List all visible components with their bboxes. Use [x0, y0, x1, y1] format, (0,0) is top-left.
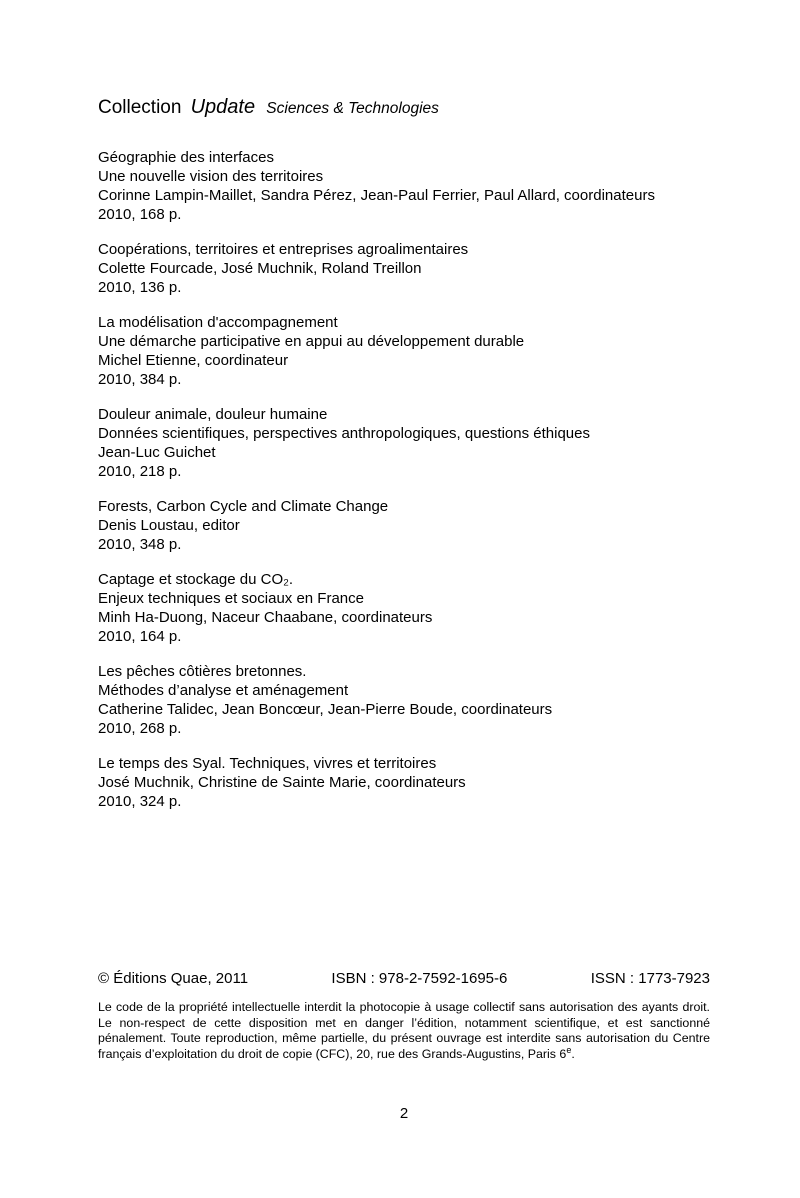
- book-entry: [98, 313, 710, 389]
- book-authors: Michel Etienne, coordinateur: [98, 352, 289, 369]
- book-title: Géographie des interfaces: [98, 149, 274, 166]
- page-number: 2: [399, 1105, 409, 1122]
- isbn-number: ISBN : 978-2-7592-1695-6: [331, 970, 508, 987]
- book-title: La modélisation d'accompagnement: [98, 314, 338, 331]
- book-authors: Denis Loustau, editor: [98, 517, 240, 534]
- book-authors: Jean-Luc Guichet: [98, 444, 216, 461]
- book-year-pages: 2010, 384 p.: [98, 371, 182, 388]
- book-title: Les pêches côtières bretonnes.: [98, 663, 307, 680]
- book-title: Coopérations, territoires et entreprises agroalimentaires: [98, 241, 469, 258]
- book-authors: Colette Fourcade, José Muchnik, Roland Treillon: [98, 260, 422, 277]
- book-title: Douleur animale, douleur humaine: [98, 406, 328, 423]
- legal-superscript: e: [566, 1044, 572, 1055]
- book-list: [98, 148, 710, 811]
- copyright-notice: © Éditions Quae, 2011: [98, 970, 249, 987]
- book-year-pages: 2010, 168 p.: [98, 206, 182, 223]
- book-entry: [98, 497, 710, 554]
- book-subtitle: Méthodes d’analyse et aménagement: [98, 682, 349, 699]
- legal-period: .: [571, 1046, 575, 1061]
- book-entry: [98, 662, 710, 738]
- book-subtitle: Une nouvelle vision des territoires: [98, 168, 324, 185]
- book-title: Le temps des Syal. Techniques, vivres et territoires: [98, 755, 437, 772]
- collection-subtitle: Sciences & Technologies: [266, 100, 439, 117]
- legal-notice: [98, 1000, 710, 1062]
- book-authors: Catherine Talidec, Jean Boncœur, Jean-Pierre Boude, coordinateurs: [98, 701, 553, 718]
- book-year-pages: 2010, 324 p.: [98, 793, 182, 810]
- book-title: Captage et stockage du CO₂.: [98, 571, 294, 588]
- book-year-pages: 2010, 218 p.: [98, 463, 182, 480]
- collection-header: [98, 95, 710, 121]
- book-year-pages: 2010, 348 p.: [98, 536, 182, 553]
- legal-text: Le code de la propriété intellectuelle interdit la photocopie à usage collectif sans autorisation des ayants droit. Le non-respect de cette disposition met en danger l’édition, notamment scientifique, et est sanctionné pénalement. Toute reproduction, même partielle, du présent ouvrage est interdite sans autorisation du Centre français d’exploitation du droit de copie (CFC), 20, rue des Grands-Augustins, Paris 6: [98, 1000, 710, 1061]
- book-year-pages: 2010, 136 p.: [98, 279, 182, 296]
- collection-label: Collection: [98, 97, 182, 118]
- book-year-pages: 2010, 164 p.: [98, 628, 182, 645]
- book-authors: José Muchnik, Christine de Sainte Marie, coordinateurs: [98, 774, 466, 791]
- imprint-row: [98, 969, 710, 988]
- book-authors: Minh Ha-Duong, Naceur Chaabane, coordinateurs: [98, 609, 433, 626]
- book-entry: [98, 148, 710, 224]
- book-entry: [98, 240, 710, 297]
- book-subtitle: Une démarche participative en appui au développement durable: [98, 333, 525, 350]
- book-subtitle: Enjeux techniques et sociaux en France: [98, 590, 364, 607]
- book-title: Forests, Carbon Cycle and Climate Change: [98, 498, 389, 515]
- book-subtitle: Données scientifiques, perspectives anthropologiques, questions éthiques: [98, 425, 590, 442]
- issn-number: ISSN : 1773-7923: [590, 970, 710, 987]
- book-entry: [98, 405, 710, 481]
- book-entry: [98, 570, 710, 646]
- book-entry: [98, 754, 710, 811]
- book-authors: Corinne Lampin-Maillet, Sandra Pérez, Jean-Paul Ferrier, Paul Allard, coordinateurs: [98, 187, 655, 204]
- collection-name: Update: [190, 96, 256, 118]
- book-year-pages: 2010, 268 p.: [98, 720, 182, 737]
